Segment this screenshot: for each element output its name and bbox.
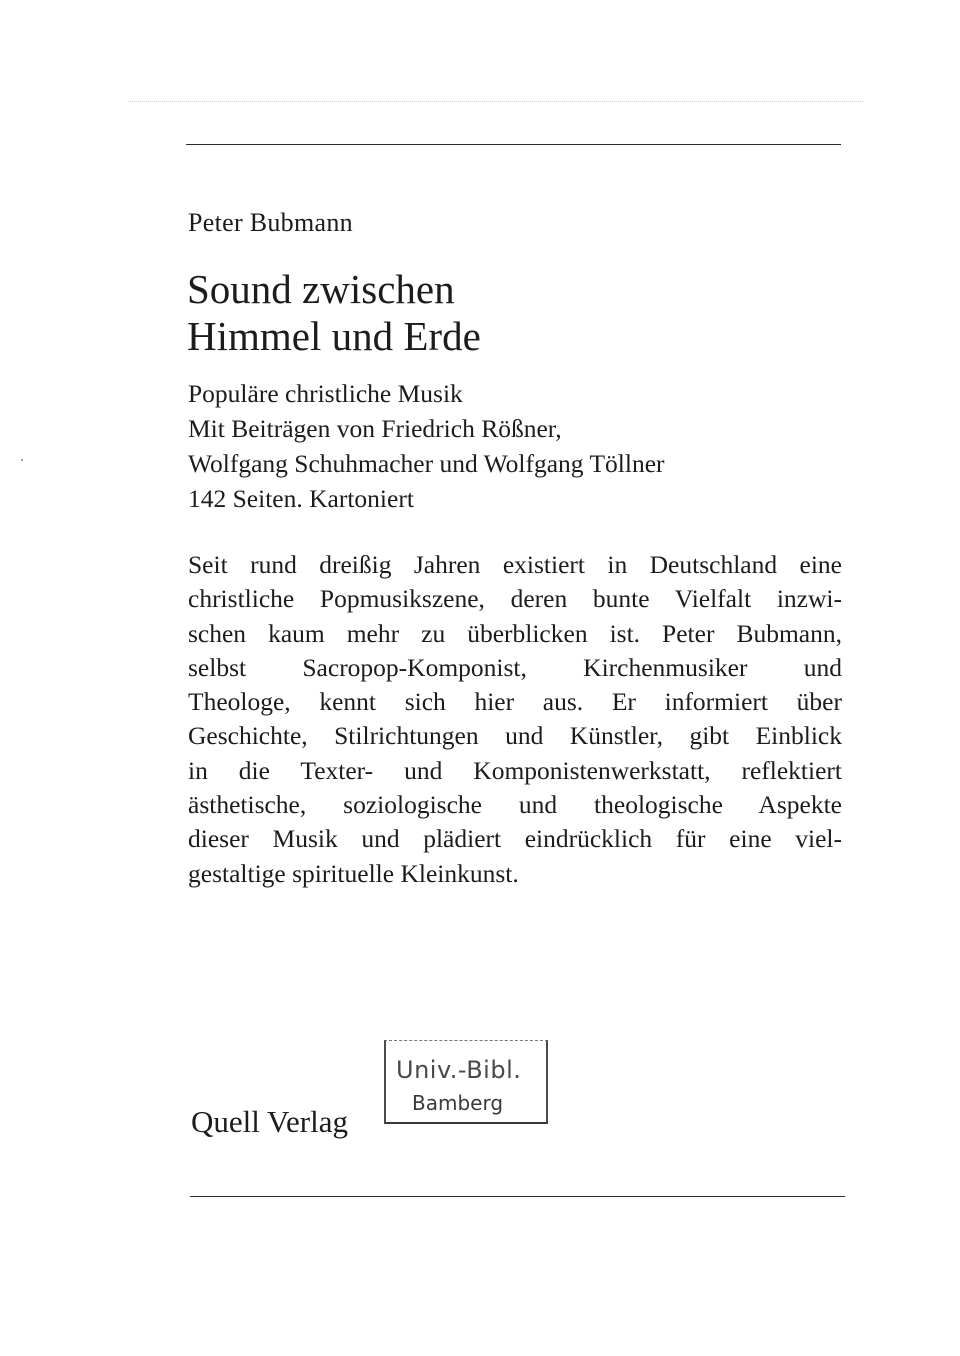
faint-scan-line [128,101,863,102]
library-stamp [384,1040,550,1126]
stamp-city-text: Bamberg [412,1091,504,1115]
scan-speck [21,459,23,461]
subtitle: Populäre christliche Musik [188,379,463,408]
title-line-1: Sound zwischen [187,266,455,312]
title-line-2: Himmel und Erde [187,313,481,359]
description-line: gestaltige spirituelle Kleinkunst. [188,858,519,888]
description-line: Geschichte, Stilrichtungen und Künstler, gibt Einblick [188,721,842,751]
description-line: Theologe, kennt sich hier aus. Er informiert über [188,687,842,717]
bottom-rule [190,1196,845,1197]
description-line: ästhetische, soziologische und theologische Aspekte [188,790,842,820]
description-paragraph [188,548,842,891]
description-line: selbst Sacropop-Komponist, Kirchenmusiker und [188,652,842,682]
author-name: Peter Bubmann [188,208,353,237]
page-count: 142 Seiten. Kartoniert [188,484,414,513]
description-line: schen kaum mehr zu überblicken ist. Peter Bubmann, [188,618,842,648]
top-rule [186,144,841,145]
description-line: christliche Popmusikszene, deren bunte Vielfalt inzwi- [188,584,842,614]
contributors-line-2: Wolfgang Schuhmacher und Wolfgang Töllner [188,449,665,478]
description-line: dieser Musik und plädiert eindrücklich für eine viel- [188,824,842,854]
stamp-library-text: Univ.-Bibl. [396,1056,522,1084]
description-line: in die Texter- und Komponistenwerkstatt, reflektiert [188,755,842,785]
description-line: Seit rund dreißig Jahren existiert in Deutschland eine [188,550,842,579]
book-details [188,376,665,516]
book-title [187,266,481,360]
contributors-line-1: Mit Beiträgen von Friedrich Rößner, [188,414,562,443]
publisher-name: Quell Verlag [191,1104,348,1139]
